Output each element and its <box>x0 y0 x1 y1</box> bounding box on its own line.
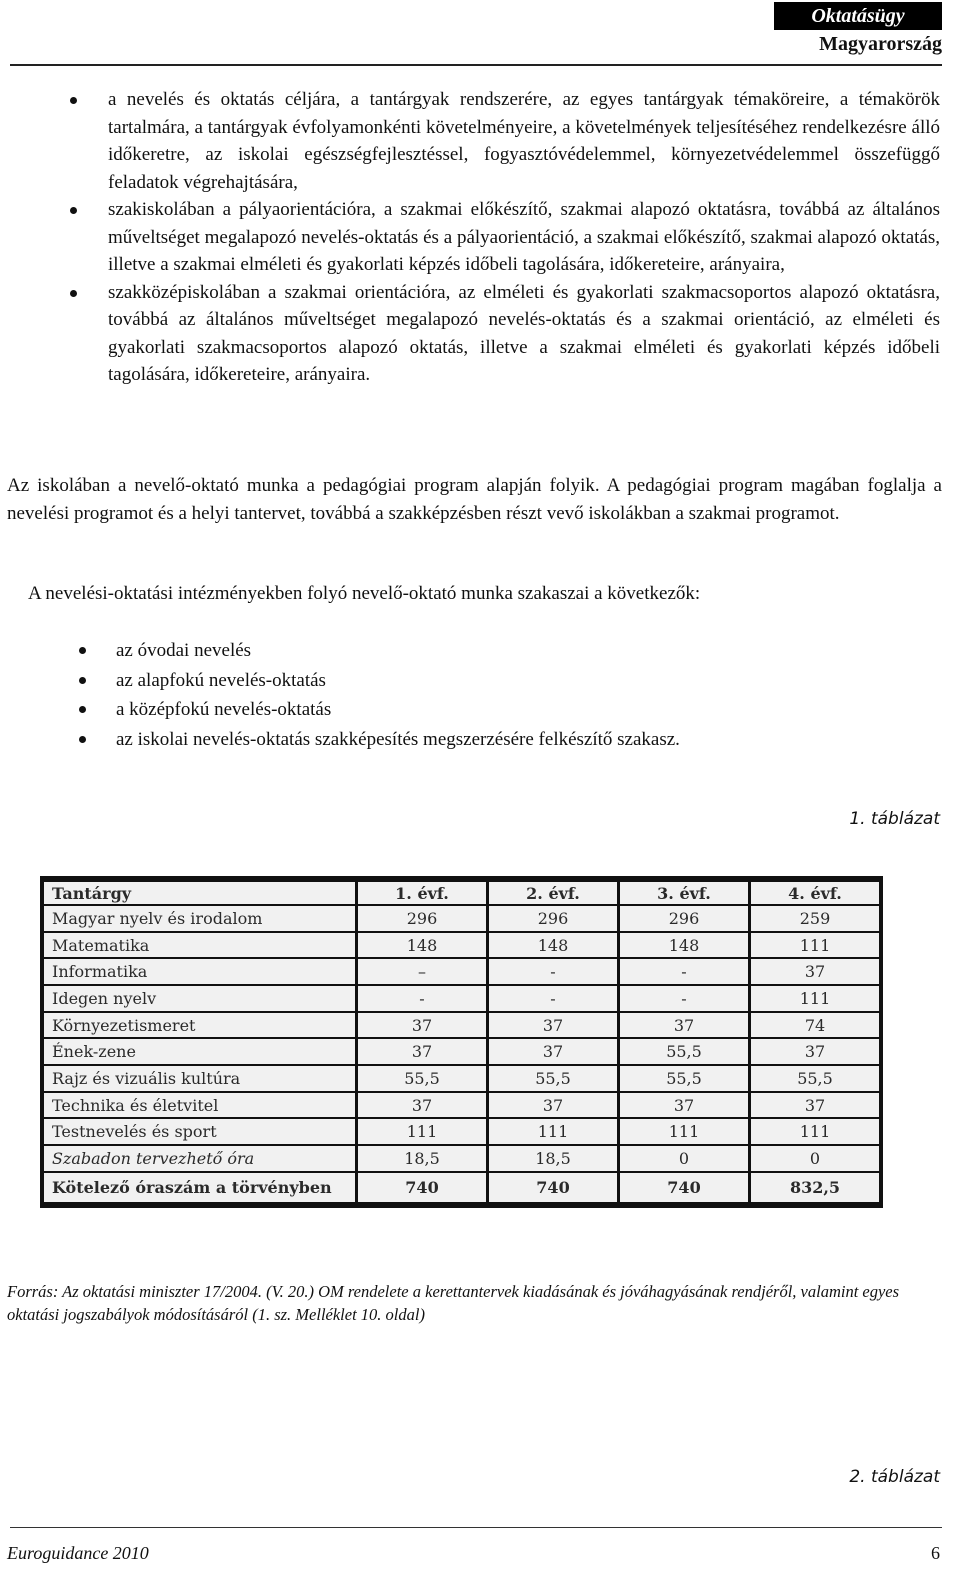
bullet-icon <box>79 677 86 684</box>
bullet-icon <box>79 647 86 654</box>
list-item <box>0 666 960 696</box>
subject-cell: Informatika <box>44 959 355 984</box>
total-label-cell: Kötelező óraszám a törvényben <box>44 1173 355 1202</box>
hours-cell: - <box>486 986 617 1011</box>
hours-cell: 111 <box>355 1119 486 1144</box>
hours-cell: 296 <box>486 906 617 931</box>
total-hours-cell: 832,5 <box>748 1173 879 1202</box>
table-row <box>44 1039 879 1064</box>
hours-cell: - <box>617 959 748 984</box>
hours-cell: 37 <box>617 1093 748 1118</box>
column-header: 4. évf. <box>748 882 879 904</box>
list-item-text: szakközépiskolában a szakmai orientációra, az elméleti és gyakorlati szakmacsoportos alapozó oktatásra, továbbá az általános műveltséget megalapozó nevelés-oktatás és a szakmai orientáció, az elméleti és gyakorlati szakmacsoportos alapozó oktatás, illetve a szakmai elméleti és gyakorlati képzés időbeli tagolására, időkereteire, arányaira. <box>108 281 940 385</box>
hours-cell: 74 <box>748 1013 879 1038</box>
hours-cell: 259 <box>748 906 879 931</box>
logo <box>774 2 942 58</box>
list-item-text: az iskolai nevelés-oktatás szakképesítés megszerzésére felkészítő szakasz. <box>116 728 680 750</box>
list-item <box>0 636 960 666</box>
list-item-text: a középfokú nevelés-oktatás <box>116 699 332 720</box>
logo-bottom-text: Magyarország <box>819 33 942 55</box>
hours-cell: 296 <box>617 906 748 931</box>
hours-cell: – <box>355 959 486 984</box>
hours-cell: 55,5 <box>486 1066 617 1091</box>
subject-cell: Környezetismeret <box>44 1013 355 1038</box>
paragraph-pedagogical-program: Az iskolában a nevelő-oktató munka a pedagógiai program alapján folyik. A pedagógiai program magában foglalja a nevelési programot és a helyi tantervet, továbbá a szakképzésben részt vevő iskolákban a szakmai programot. <box>7 475 942 524</box>
list-item-text: az alapfokú nevelés-oktatás <box>116 669 326 691</box>
footer-publication: Euroguidance 2010 <box>7 1543 149 1563</box>
hours-cell: 111 <box>617 1119 748 1144</box>
bullet-icon <box>79 736 86 743</box>
list-item-text: szakiskolában a pályaorientációra, a szakmai előkészítő, szakmai alapozó oktatásra, továbbá az általános műveltséget megalapozó nevelés-oktatás és a pályaorientáció, a szakmai előkészítő, szakmai alapozó oktatás, illetve a szakmai elméleti és gyakorlati képzés időbeli tagolására, időkereteire, arányaira, <box>108 199 940 275</box>
column-header: Tantárgy <box>44 882 355 904</box>
hours-cell: 18,5 <box>486 1146 617 1171</box>
paragraph-stages-intro: A nevelési-oktatási intézményekben folyó nevelő-oktató munka szakaszai a következők: <box>28 583 701 604</box>
bullet-list-stages <box>0 636 960 754</box>
table-row <box>44 1119 879 1144</box>
list-item <box>0 86 960 196</box>
page-number: 6 <box>931 1543 940 1563</box>
hours-cell: 111 <box>748 933 879 958</box>
hours-cell: 111 <box>748 1119 879 1144</box>
table-row <box>44 906 879 931</box>
table-row <box>44 986 879 1011</box>
bullet-icon <box>70 97 77 104</box>
hours-cell: 37 <box>355 1093 486 1118</box>
subject-cell: Rajz és vizuális kultúra <box>44 1066 355 1091</box>
hours-cell: 37 <box>748 1039 879 1064</box>
hours-cell: 148 <box>617 933 748 958</box>
header-divider <box>10 64 942 66</box>
hours-cell: - <box>355 986 486 1011</box>
hours-cell: 37 <box>355 1039 486 1064</box>
hours-cell: 55,5 <box>355 1066 486 1091</box>
total-hours-cell: 740 <box>617 1173 748 1202</box>
list-item-text: a nevelés és oktatás céljára, a tantárgyak rendszerére, az egyes tantárgyak témaköreire, a témakörök tartalmára, a tantárgyak évfolyamonkénti követelményeire, a követelmények teljesítéséhez rendelkezésre álló időkeretre, az iskolai egészségfejlesztéssel, fogyasztóvédelemmel, környezetvédelemmel összefüggő feladatok végrehajtására, <box>108 89 940 193</box>
hours-cell: 37 <box>355 1013 486 1038</box>
hours-cell: 55,5 <box>617 1066 748 1091</box>
subject-cell: Magyar nyelv és irodalom <box>44 906 355 931</box>
list-item <box>0 279 960 389</box>
table-header-row <box>44 882 879 904</box>
logo-top-text: Oktatásügy <box>774 2 942 30</box>
subject-cell: Idegen nyelv <box>44 986 355 1011</box>
subject-cell: Testnevelés és sport <box>44 1119 355 1144</box>
list-item-text: az óvodai nevelés <box>116 640 252 661</box>
curriculum-table <box>40 876 883 1208</box>
subject-cell: Technika és életvitel <box>44 1093 355 1118</box>
hours-cell: 111 <box>748 986 879 1011</box>
footer-divider <box>10 1527 942 1528</box>
table-row <box>44 1093 879 1118</box>
hours-cell: 0 <box>617 1146 748 1171</box>
hours-cell: - <box>617 986 748 1011</box>
hours-cell: 37 <box>617 1013 748 1038</box>
list-item <box>0 196 960 279</box>
hours-cell: 55,5 <box>617 1039 748 1064</box>
subject-cell: Matematika <box>44 933 355 958</box>
hours-cell: 111 <box>486 1119 617 1144</box>
bullet-icon <box>79 706 86 713</box>
hours-cell: 37 <box>486 1039 617 1064</box>
source-note: Forrás: Az oktatási miniszter 17/2004. (V. 20.) OM rendelete a kerettantervek kiadásának és jóváhagyásának rendjéről, valamint egyes oktatási jogszabályok módosításáról (1. sz. Melléklet 10. oldal) <box>7 1282 900 1324</box>
column-header: 1. évf. <box>355 882 486 904</box>
table-2-caption: 2. táblázat <box>849 1467 940 1487</box>
hours-cell: 37 <box>486 1013 617 1038</box>
total-hours-cell: 740 <box>486 1173 617 1202</box>
table-row <box>44 1013 879 1038</box>
hours-cell: 0 <box>748 1146 879 1171</box>
hours-cell: 37 <box>486 1093 617 1118</box>
list-item <box>0 725 960 755</box>
hours-cell: 55,5 <box>748 1066 879 1091</box>
table-row <box>44 959 879 984</box>
hours-cell: 148 <box>355 933 486 958</box>
table-1-caption: 1. táblázat <box>849 809 940 829</box>
bullet-icon <box>70 290 77 297</box>
hours-cell: 37 <box>748 1093 879 1118</box>
table-row <box>44 1146 879 1171</box>
list-item <box>0 695 960 725</box>
hours-cell: 148 <box>486 933 617 958</box>
column-header: 2. évf. <box>486 882 617 904</box>
table-total-row <box>44 1173 879 1202</box>
hours-cell: - <box>486 959 617 984</box>
column-header: 3. évf. <box>617 882 748 904</box>
hours-cell: 18,5 <box>355 1146 486 1171</box>
hours-cell: 37 <box>748 959 879 984</box>
bullet-icon <box>70 207 77 214</box>
bullet-list-regulations <box>0 86 960 389</box>
subject-cell: Szabadon tervezhető óra <box>44 1146 355 1171</box>
table-row <box>44 1066 879 1091</box>
hours-cell: 296 <box>355 906 486 931</box>
subject-cell: Ének-zene <box>44 1039 355 1064</box>
table-row <box>44 933 879 958</box>
total-hours-cell: 740 <box>355 1173 486 1202</box>
